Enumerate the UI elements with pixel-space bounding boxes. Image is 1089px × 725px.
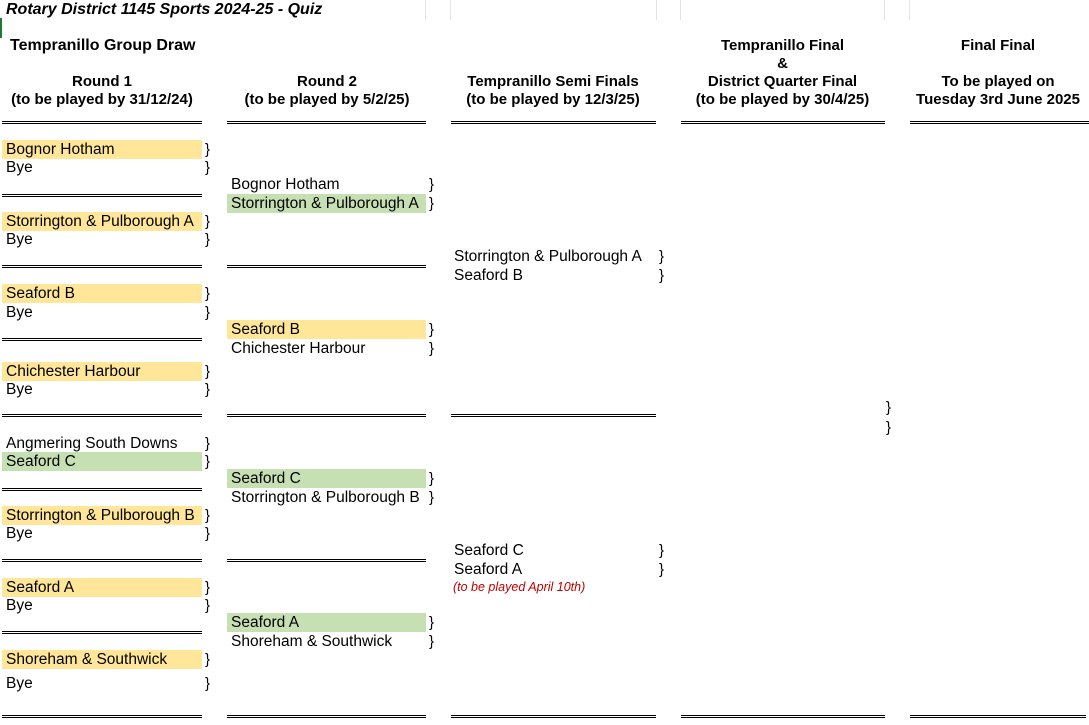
r2-m1-away: Storrington & Pulborough A: [227, 194, 426, 213]
r2-m3-home: Seaford C: [227, 469, 426, 488]
round1-header-date: (to be played by 31/12/24): [11, 91, 193, 108]
bracket-brace: }: [205, 159, 211, 176]
bracket-brace: }: [886, 419, 892, 436]
bracket-brace: }: [429, 633, 435, 650]
bracket-brace: }: [205, 675, 211, 692]
sf-m2-away: Seaford A: [454, 561, 523, 578]
r1-m7-home: Seaford A: [2, 578, 202, 597]
sf-m1-home: Storrington & Pulborough A: [454, 248, 642, 265]
tf-header-line4: (to be played by 30/4/25): [695, 91, 870, 108]
round1-header: [2, 73, 202, 109]
bracket-brace: }: [205, 304, 211, 321]
active-cell-marker: [0, 18, 2, 38]
sf-m2-home: Seaford C: [454, 542, 524, 559]
r1-m3-home: Seaford B: [2, 284, 202, 303]
divider: [2, 559, 202, 562]
round1-header-title: Round 1: [72, 73, 132, 90]
bracket-brace: }: [429, 489, 435, 506]
r1-m2-away: Bye: [6, 231, 33, 248]
ff-header-line2: To be played on: [941, 73, 1055, 90]
bracket-brace: }: [205, 381, 211, 398]
divider: [910, 715, 1086, 718]
group-title: Tempranillo Group Draw: [10, 37, 196, 54]
r1-m8-home: Shoreham & Southwick: [2, 650, 202, 669]
bracket-brace: }: [205, 651, 211, 668]
r2-m2-home: Seaford B: [227, 320, 426, 339]
gridline: [909, 0, 910, 20]
divider: [681, 715, 885, 718]
bracket-brace: }: [205, 231, 211, 248]
bracket-brace: }: [205, 141, 211, 158]
divider: [227, 414, 426, 417]
tempranillo-final-header: [680, 37, 885, 109]
bracket-brace: }: [205, 363, 211, 380]
semis-header: [450, 73, 656, 109]
r1-m1-home: Bognor Hotham: [2, 140, 202, 159]
divider: [451, 715, 656, 718]
bracket-brace: }: [205, 579, 211, 596]
r2-m3-away: Storrington & Pulborough B: [231, 489, 420, 506]
r1-m8-away: Bye: [6, 675, 33, 692]
gridline: [680, 0, 681, 20]
bracket-brace: }: [659, 267, 665, 284]
round2-header: [227, 73, 427, 109]
r1-m4-away: Bye: [6, 381, 33, 398]
bracket-brace: }: [205, 453, 211, 470]
divider: [2, 414, 202, 417]
r1-m7-away: Bye: [6, 597, 33, 614]
ff-header-line3: Tuesday 3rd June 2025: [916, 91, 1080, 108]
final-final-header: [909, 37, 1087, 109]
bracket-brace: }: [429, 176, 435, 193]
round2-header-title: Round 2: [297, 73, 357, 90]
bracket-brace: }: [205, 507, 211, 524]
semis-header-title: Tempranillo Semi Finals: [467, 73, 639, 90]
sf-m2-note: (to be played April 10th): [453, 580, 586, 594]
r2-m4-away: Shoreham & Southwick: [231, 633, 393, 650]
divider: [227, 121, 426, 124]
sheet-title: Rotary District 1145 Sports 2024-25 - Quiz: [6, 1, 323, 18]
ff-header-line1: Final Final: [960, 37, 1036, 54]
bracket-brace: }: [205, 213, 211, 230]
bracket-brace: }: [659, 542, 665, 559]
divider: [227, 265, 426, 268]
r1-m1-away: Bye: [6, 159, 33, 176]
divider: [451, 414, 656, 417]
tf-header-line2: &: [777, 55, 788, 72]
sf-m1-away: Seaford B: [454, 267, 523, 284]
bracket-brace: }: [659, 248, 665, 265]
divider: [2, 194, 202, 197]
divider: [451, 121, 656, 124]
bracket-brace: }: [429, 195, 435, 212]
divider: [227, 559, 426, 562]
r1-m3-away: Bye: [6, 304, 33, 321]
gridline: [425, 0, 426, 20]
bracket-brace: }: [429, 340, 435, 357]
r1-m2-home: Storrington & Pulborough A: [2, 212, 202, 231]
bracket-brace: }: [205, 525, 211, 542]
round2-header-date: (to be played by 5/2/25): [244, 91, 410, 108]
bracket-brace: }: [429, 470, 435, 487]
bracket-brace: }: [429, 321, 435, 338]
gridline: [450, 0, 451, 20]
divider: [227, 715, 426, 718]
r1-m6-away: Bye: [6, 525, 33, 542]
divider: [2, 715, 202, 718]
tf-header-line3: District Quarter Final: [707, 73, 858, 90]
divider: [2, 338, 202, 341]
bracket-brace: }: [886, 399, 892, 416]
bracket-brace: }: [429, 614, 435, 631]
bracket-brace: }: [205, 285, 211, 302]
r1-m5-home: Angmering South Downs: [6, 435, 178, 452]
r1-m5-away: Seaford C: [2, 452, 202, 471]
divider: [2, 631, 202, 634]
divider: [910, 121, 1089, 124]
divider: [681, 121, 885, 124]
gridline: [884, 0, 885, 20]
r2-m4-home: Seaford A: [227, 613, 426, 632]
divider: [2, 121, 202, 124]
tf-header-line1: Tempranillo Final: [720, 37, 845, 54]
bracket-brace: }: [205, 597, 211, 614]
semis-header-date: (to be played by 12/3/25): [466, 91, 640, 108]
r1-m4-home: Chichester Harbour: [2, 362, 202, 381]
r2-m1-home: Bognor Hotham: [231, 176, 340, 193]
r1-m6-home: Storrington & Pulborough B: [2, 506, 202, 525]
r2-m2-away: Chichester Harbour: [231, 340, 366, 357]
divider: [2, 488, 202, 491]
bracket-brace: }: [659, 561, 665, 578]
gridline: [656, 0, 657, 20]
bracket-brace: }: [205, 435, 211, 452]
divider: [2, 265, 202, 268]
